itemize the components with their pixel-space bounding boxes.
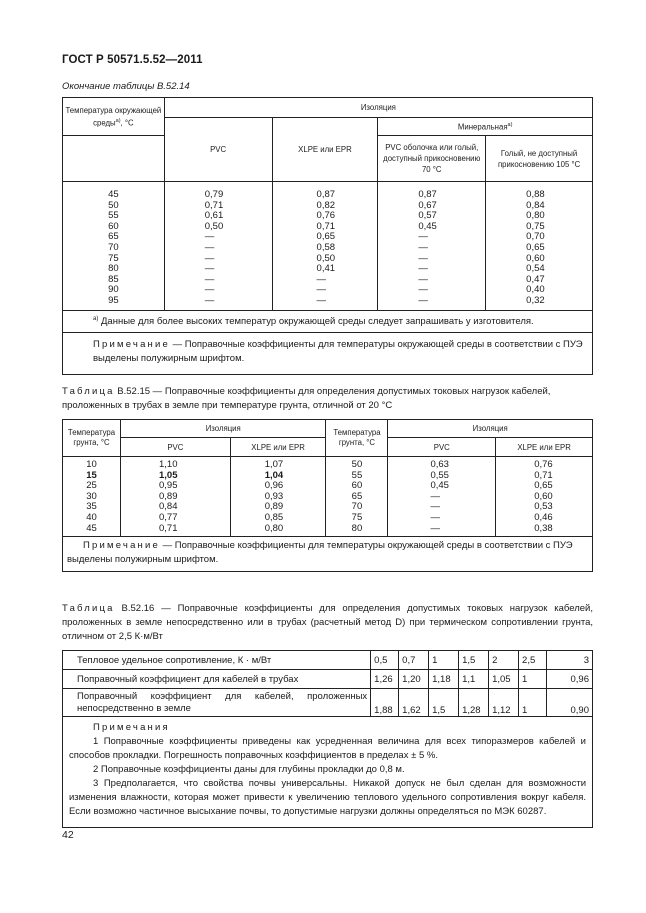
col-header-pvc: PVC — [164, 118, 272, 182]
left-xlpe-bold: 1,04 — [264, 469, 284, 481]
note-text: — Поправочные коэффициенты для температуры окружающей среды в соответствии с ПУЭ выделены полужирным шрифтом. — [67, 540, 573, 566]
mineral-label: Минеральная — [457, 122, 508, 132]
table-b52-15 — [62, 419, 593, 572]
table-continuation-caption: Окончание таблицы В.52.14 — [62, 81, 190, 92]
left-temps-a: 10 — [86, 459, 97, 470]
table3-caption — [62, 602, 593, 644]
xlpe-column: 0,87 0,82 0,76 0,71 0,65 0,58 0,50 0,41 — — — — [272, 182, 378, 311]
row-value: 0,96 — [547, 670, 593, 689]
caption-text: В.52.15 — Поправочные коэффициенты для определения допустимых токовых нагрузок кабелей, проложенных в трубах в земле при температуре грунта, отличной от 20 °С — [62, 386, 551, 411]
row-value: 1,20 — [399, 670, 429, 689]
left-xlpe-b: 0,96 0,93 0,89 0,85 0,80 — [264, 480, 284, 534]
table2-note — [63, 537, 593, 572]
col-header-xlpe-left: XLPE или EPR — [230, 438, 326, 457]
footnote-text: Данные для более высоких температур окружающей среды следует запрашивать у изготовителя. — [98, 316, 534, 328]
note-label: Примечание — [83, 540, 160, 552]
left-xlpe-a: 1,07 — [264, 459, 284, 470]
table2-caption — [62, 385, 593, 413]
table3-row — [63, 651, 593, 670]
col-header-ground-temp-right: Температура грунта, °С — [326, 420, 388, 457]
left-temps-b: 25 30 35 40 45 — [86, 480, 97, 534]
row-value: 1,88 — [371, 689, 399, 717]
left-temps-bold: 15 — [86, 469, 97, 481]
table3-row — [63, 670, 593, 689]
col-header-insulation-right: Изоляция — [388, 420, 593, 438]
notes-title: Примечания — [93, 722, 170, 733]
row-value: 1,05 — [489, 670, 519, 689]
left-pvc-a: 1,10 — [158, 459, 178, 470]
caption-label: Таблица — [62, 603, 115, 614]
mineral-bare-column: 0,88 0,84 0,80 0,75 0,70 0,65 0,60 0,54 0,47 0,40 0,32 — [486, 182, 593, 311]
note-1: 1 Поправочные коэффициенты приведены как усредненная величина для всех типоразмеров кабелей и способов прокладки. Погрешность поправочных коэффициентов в пределах ± 5 %. — [69, 736, 586, 761]
note-2: 2 Поправочные коэффициенты даны для глубины прокладки до 0,8 м. — [93, 764, 405, 775]
table-b52-16 — [62, 650, 593, 828]
row-label: Тепловое удельное сопротивление, К · м/Вт — [63, 651, 371, 670]
row-value: 1,18 — [429, 670, 459, 689]
row-value: 1 — [519, 670, 547, 689]
temps-column: 45 50 55 60 65 70 75 80 85 90 95 — [63, 182, 165, 311]
temp-label: Температура окружающей среды — [65, 105, 162, 128]
right-temps-column: 50 55 60 65 70 75 80 — [326, 457, 388, 537]
col-header-xlpe: XLPE или EPR — [272, 118, 378, 182]
row-label: Поправочный коэффициент для кабелей в трубах — [63, 670, 371, 689]
note-text: — Поправочные коэффициенты для температуры окружающей среды в соответствии с ПУЭ выделены полужирным шрифтом. — [93, 338, 583, 364]
right-pvc-column: 0,63 0,55 0,45 — — — — — [388, 457, 496, 537]
temp-sup: а) — [115, 117, 121, 124]
footnote-sup: а) — [93, 316, 99, 323]
left-pvc-bold: 1,05 — [158, 469, 178, 481]
col-header-insulation-left: Изоляция — [120, 420, 325, 438]
row-value: 1,12 — [489, 689, 519, 717]
row-value: 3 — [547, 651, 593, 670]
left-pvc-b: 0,95 0,89 0,84 0,77 0,71 — [158, 480, 178, 534]
caption-text: В.52.16 — Поправочные коэффициенты для определения допустимых токовых нагрузок кабелей, проложенных в земле непосредственно или в трубах (расчетный метод D) при термическом сопротивлении грунта, отличном от 2,5 К·м/Вт — [62, 603, 593, 642]
temp-unit: , °С — [120, 118, 134, 128]
left-pvc-column — [120, 457, 230, 537]
page-number: 42 — [62, 829, 74, 841]
row-value: 1,62 — [399, 689, 429, 717]
col-header-ground-temp-left: Температура грунта, °С — [63, 420, 121, 457]
col-header-pvc-left: PVC — [120, 438, 230, 457]
row-value: 1,5 — [459, 651, 489, 670]
left-temps-column — [63, 457, 121, 537]
row-value: 0,7 — [399, 651, 429, 670]
row-value: 1 — [429, 651, 459, 670]
col-header-pvc-right: PVC — [388, 438, 496, 457]
mineral-sup: а) — [507, 121, 513, 128]
col-header-mineral-pvc: PVC оболочка или голый, доступный прикосновению 70 °С — [378, 136, 486, 182]
col-header-mineral-bare: Голый, не доступный прикосновению 105 °С — [486, 136, 593, 182]
row-value: 1,1 — [459, 670, 489, 689]
document-header: ГОСТ Р 50571.5.52—2011 — [62, 54, 203, 66]
note-label: Примечание — [93, 338, 170, 350]
mineral-pvc-column: 0,87 0,67 0,57 0,45 — — — — — — — — [378, 182, 486, 311]
caption-label: Таблица — [62, 386, 115, 397]
col-header-insulation: Изоляция — [164, 98, 592, 118]
right-xlpe-column: 0,76 0,71 0,65 0,60 0,53 0,46 0,38 — [496, 457, 593, 537]
row-value: 1,26 — [371, 670, 399, 689]
col-header-temperature — [63, 98, 165, 136]
left-xlpe-column — [230, 457, 326, 537]
row-value: 1,28 — [459, 689, 489, 717]
row-value: 0,5 — [371, 651, 399, 670]
pvc-column: 0,79 0,71 0,61 0,50 — — — — — — — — [164, 182, 272, 311]
table3-notes — [63, 717, 593, 828]
col-header-xlpe-right: XLPE или EPR — [496, 438, 593, 457]
row-value: 2 — [489, 651, 519, 670]
table1-note — [63, 332, 593, 374]
table1-footnote — [63, 310, 593, 332]
row-value: 1 — [519, 689, 547, 717]
note-3: 3 Предполагается, что свойства почвы универсальны. Никакой допуск не был сделан для возможности изменения влажности, которая может привести к увеличению теплового удельного сопротивления вокруг кабеля. Если возможно частичное высыхание почвы, то допустимые нагрузки должны определяться по МЭК 60287. — [69, 778, 586, 817]
table3-row — [63, 689, 593, 717]
row-value: 1,5 — [429, 689, 459, 717]
row-value: 0,90 — [547, 689, 593, 717]
col-header-mineral — [378, 118, 593, 136]
table-b52-14-end — [62, 97, 593, 375]
row-label: Поправочный коэффициент для кабелей, проложенных непосредственно в земле — [63, 689, 371, 717]
row-value: 2,5 — [519, 651, 547, 670]
